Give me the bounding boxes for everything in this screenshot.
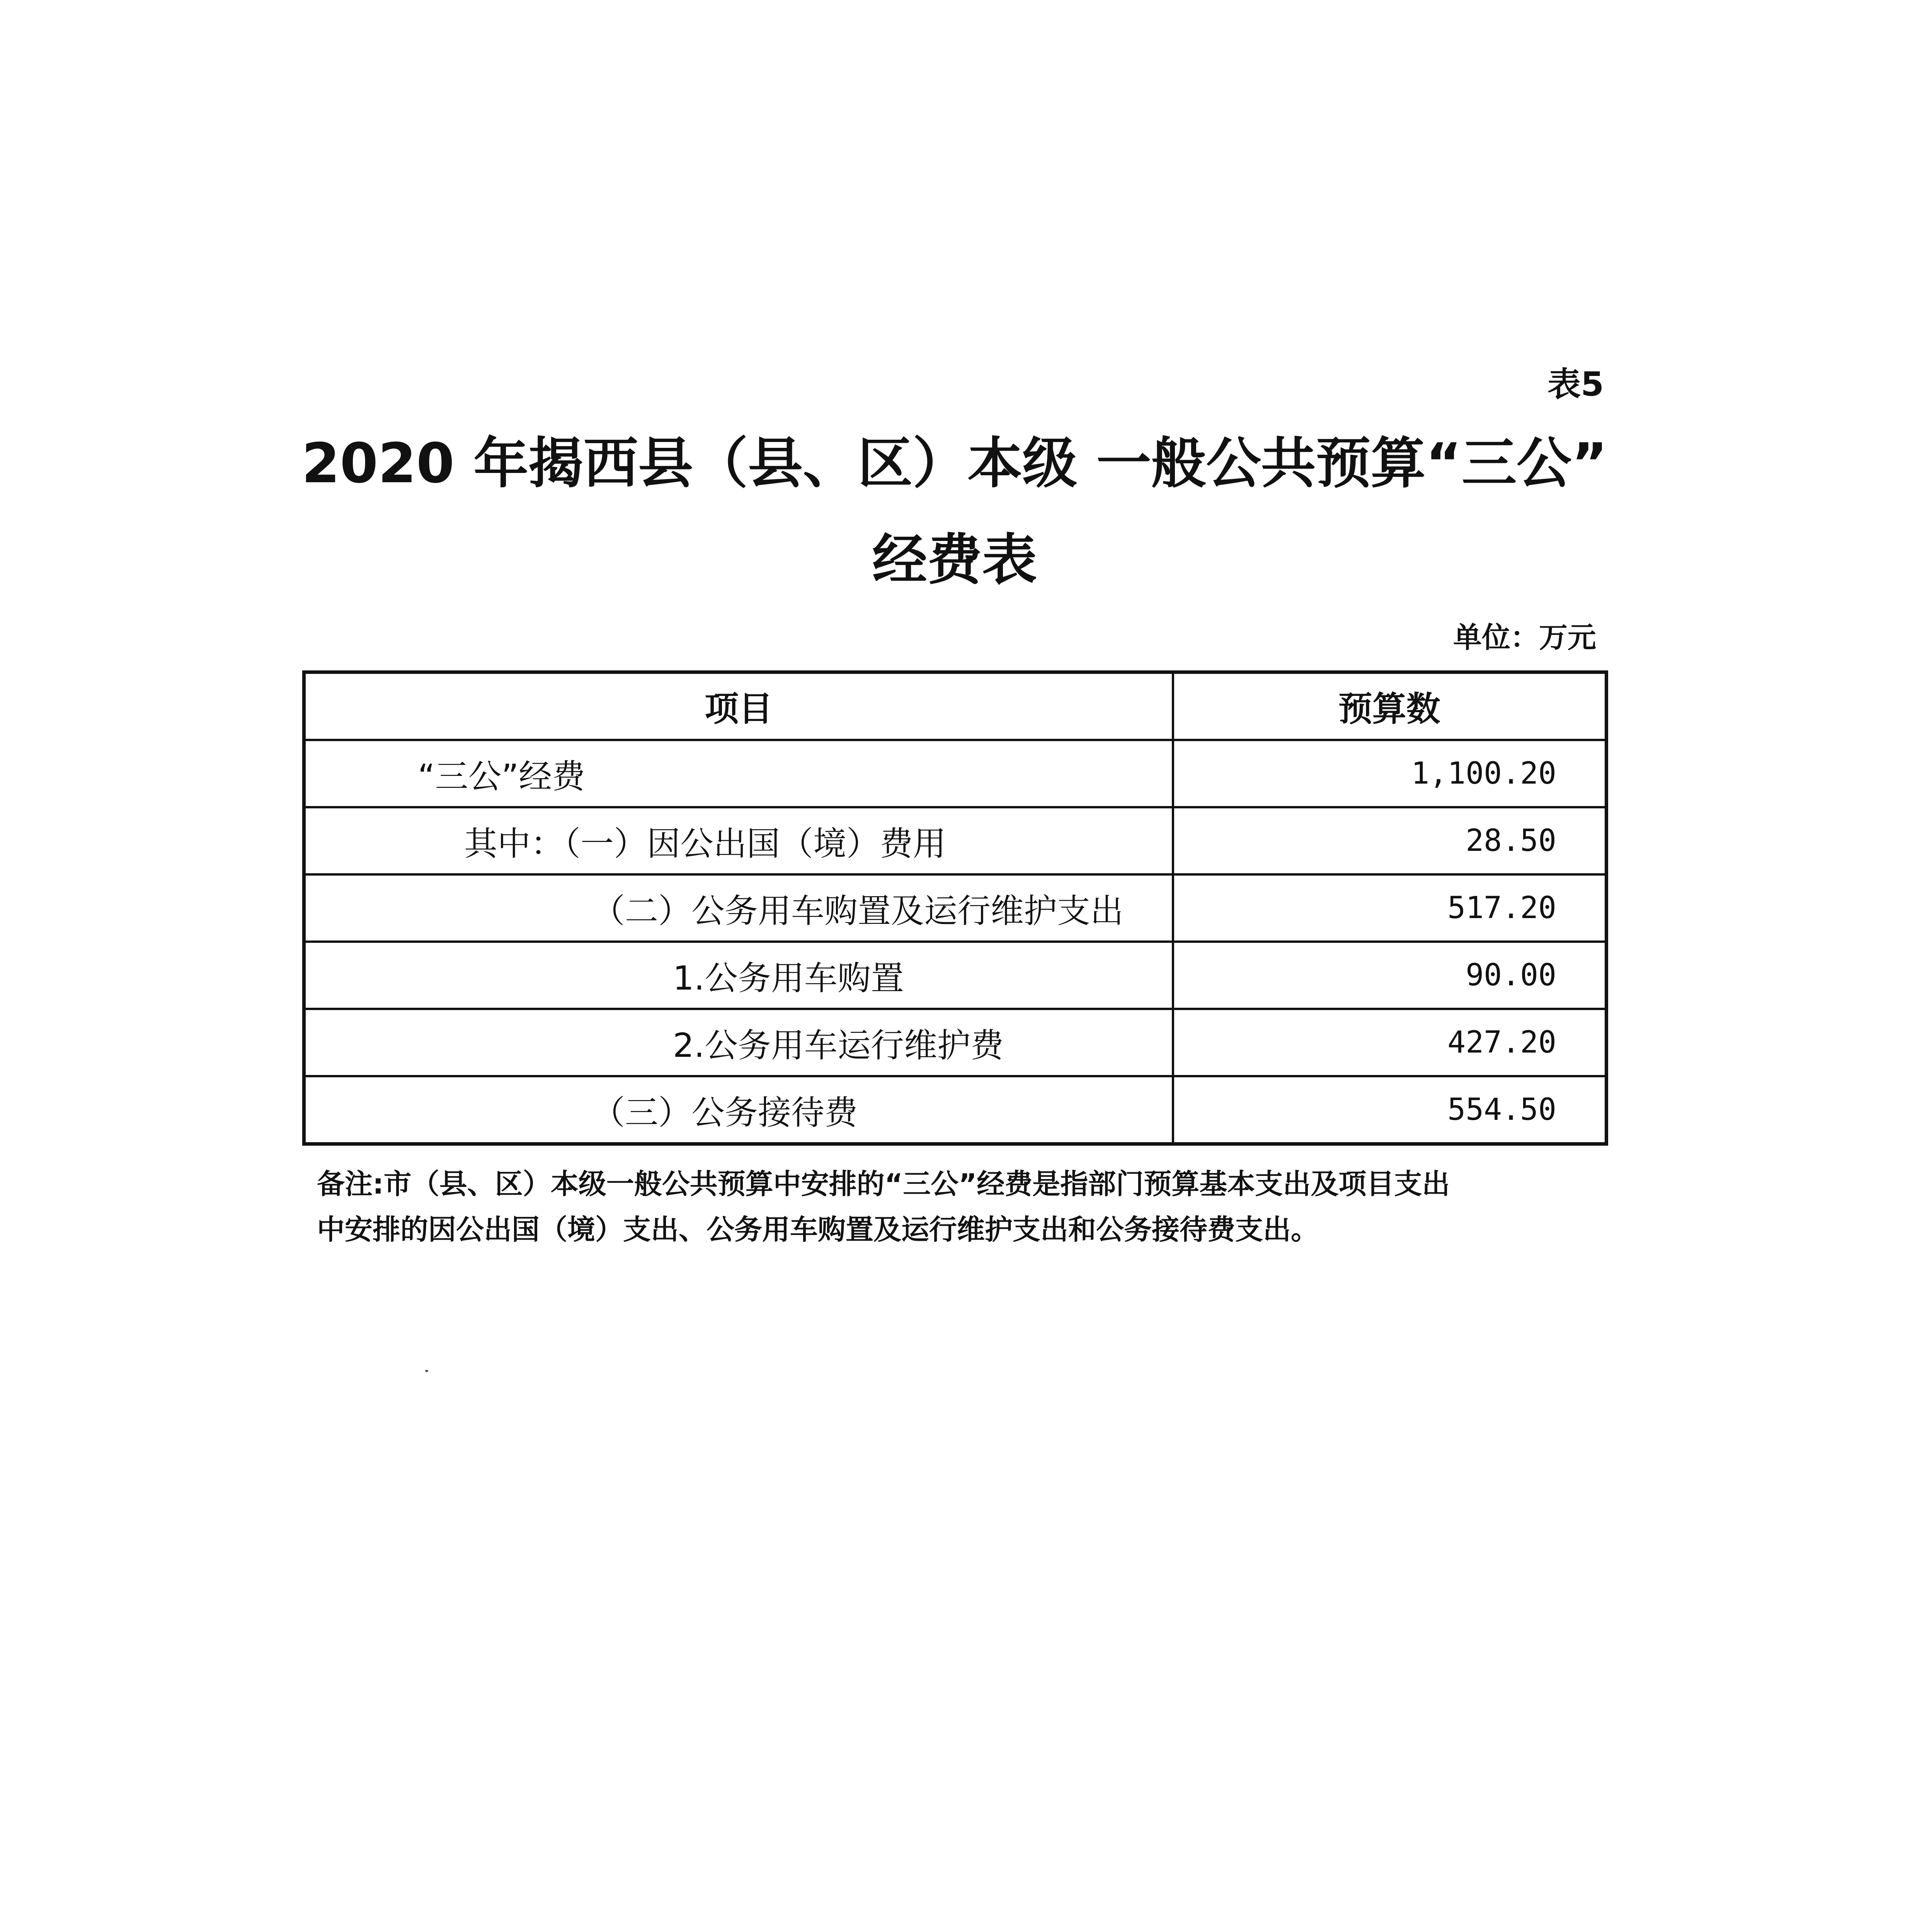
row-amount: 1,100.20 [1173, 740, 1607, 807]
table-row [304, 1076, 1607, 1144]
table-header-row [304, 672, 1607, 740]
row-item-label: 1.公务用车购置 [304, 942, 1173, 1009]
table-row [304, 874, 1607, 942]
row-amount: 28.50 [1173, 807, 1607, 874]
table-number-label: 表5 [1547, 365, 1604, 404]
table-row [304, 807, 1607, 874]
row-item-label: 2.公务用车运行维护费 [304, 1009, 1173, 1076]
table-row [304, 740, 1607, 807]
column-header-item: 项目 [304, 672, 1173, 740]
budget-table [302, 670, 1608, 1146]
row-amount: 90.00 [1173, 942, 1607, 1009]
footnote [317, 1161, 1608, 1252]
page-title-line-2: 经费表 [872, 528, 1037, 592]
row-amount: 554.50 [1173, 1076, 1607, 1144]
scan-speck [425, 1370, 428, 1372]
footnote-line-1: 备注:市（县、区）本级一般公共预算中安排的“三公”经费是指部门预算基本支出及项目支出 [317, 1168, 1450, 1200]
table-row [304, 942, 1607, 1009]
row-amount: 427.20 [1173, 1009, 1607, 1076]
column-header-amount: 预算数 [1173, 672, 1607, 740]
unit-label: 单位：万元 [1453, 621, 1596, 654]
page-title-line-1: 2020 年揭西县（县、区）本级 一般公共预算“三公” [301, 432, 1608, 495]
row-item-label: “三公”经费 [304, 740, 1173, 807]
footnote-line-2: 中安排的因公出国（境）支出、公务用车购置及运行维护支出和公务接待费支出。 [317, 1213, 1319, 1246]
row-item-label: 其中：（一）因公出国（境）费用 [304, 807, 1173, 874]
row-item-label: （三）公务接待费 [304, 1076, 1173, 1144]
row-item-label: （二）公务用车购置及运行维护支出 [304, 874, 1173, 942]
row-amount: 517.20 [1173, 874, 1607, 942]
table-row [304, 1009, 1607, 1076]
